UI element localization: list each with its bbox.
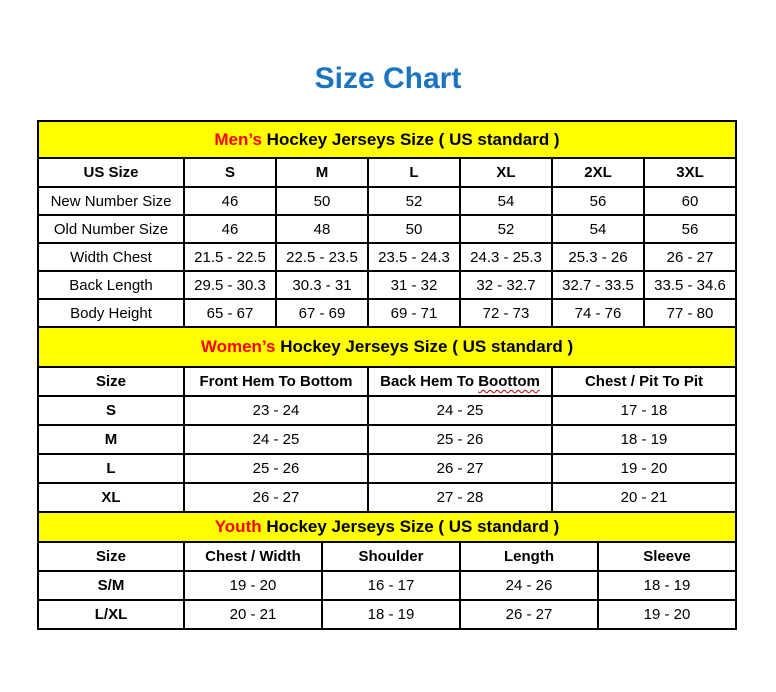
mens-size-table [37, 157, 737, 328]
cell: 26 - 27 [644, 243, 736, 271]
cell: 46 [184, 187, 276, 215]
cell: 46 [184, 215, 276, 243]
table-row [38, 187, 736, 215]
cell: 48 [276, 215, 368, 243]
column-header: M [276, 158, 368, 187]
cell: 33.5 - 34.6 [644, 271, 736, 299]
cell: 18 - 19 [552, 425, 736, 454]
youth-heading-text: Hockey Jerseys Size ( US standard ) [266, 517, 560, 536]
cell: 29.5 - 30.3 [184, 271, 276, 299]
column-header: Length [460, 542, 598, 571]
cell: 54 [552, 215, 644, 243]
cell: 77 - 80 [644, 299, 736, 327]
size-chart [37, 120, 737, 630]
table-row [38, 243, 736, 271]
cell: 24 - 26 [460, 571, 598, 600]
youth-size-table [37, 541, 737, 630]
table-row [38, 396, 736, 425]
table-row [38, 425, 736, 454]
page-title: Size Chart [314, 62, 462, 95]
cell: 50 [368, 215, 460, 243]
cell: 21.5 - 22.5 [184, 243, 276, 271]
column-header: Chest / Pit To Pit [552, 367, 736, 396]
cell: 23 - 24 [184, 396, 368, 425]
row-label: S/M [38, 571, 184, 600]
cell: 26 - 27 [460, 600, 598, 629]
womens-section-heading [37, 328, 737, 366]
cell: 20 - 21 [184, 600, 322, 629]
cell: 72 - 73 [460, 299, 552, 327]
cell: 69 - 71 [368, 299, 460, 327]
table-row [38, 600, 736, 629]
cell: 54 [460, 187, 552, 215]
row-label: Back Length [38, 271, 184, 299]
cell: 20 - 21 [552, 483, 736, 512]
cell: 56 [552, 187, 644, 215]
youth-header-row [38, 542, 736, 571]
cell: 19 - 20 [598, 600, 736, 629]
column-header: L [368, 158, 460, 187]
cell: 31 - 32 [368, 271, 460, 299]
column-header: 2XL [552, 158, 644, 187]
column-header: Front Hem To Bottom [184, 367, 368, 396]
table-row [38, 571, 736, 600]
table-row [38, 215, 736, 243]
cell: 17 - 18 [552, 396, 736, 425]
cell: 67 - 69 [276, 299, 368, 327]
youth-heading-prefix: Youth [214, 517, 262, 536]
womens-heading-text: Hockey Jerseys Size ( US standard ) [280, 337, 574, 356]
mens-heading-prefix: Men’s [214, 129, 262, 149]
cell: 26 - 27 [368, 454, 552, 483]
column-header: Size [38, 367, 184, 396]
cell: 32 - 32.7 [460, 271, 552, 299]
table-row [38, 299, 736, 327]
cell: 23.5 - 24.3 [368, 243, 460, 271]
row-label: L/XL [38, 600, 184, 629]
column-header: S [184, 158, 276, 187]
column-header: Sleeve [598, 542, 736, 571]
column-header: XL [460, 158, 552, 187]
cell: 16 - 17 [322, 571, 460, 600]
mens-heading-text: Hockey Jerseys Size ( US standard ) [266, 129, 560, 149]
cell: 24 - 25 [368, 396, 552, 425]
table-row [38, 271, 736, 299]
womens-size-table [37, 366, 737, 513]
row-label: M [38, 425, 184, 454]
cell: 30.3 - 31 [276, 271, 368, 299]
row-label: Old Number Size [38, 215, 184, 243]
table-row [38, 454, 736, 483]
row-label: S [38, 396, 184, 425]
cell: 32.7 - 33.5 [552, 271, 644, 299]
row-label: XL [38, 483, 184, 512]
womens-heading-prefix: Women’s [200, 337, 276, 356]
column-header-misspelled: Back Hem To Boottom [368, 367, 552, 396]
mens-section-heading [37, 120, 737, 157]
cell: 74 - 76 [552, 299, 644, 327]
row-label: New Number Size [38, 187, 184, 215]
row-label: L [38, 454, 184, 483]
table-row [38, 483, 736, 512]
misspelled-word: Boottom [478, 373, 540, 390]
cell: 52 [460, 215, 552, 243]
cell: 65 - 67 [184, 299, 276, 327]
cell: 27 - 28 [368, 483, 552, 512]
column-header: US Size [38, 158, 184, 187]
cell: 19 - 20 [552, 454, 736, 483]
cell: 52 [368, 187, 460, 215]
cell: 19 - 20 [184, 571, 322, 600]
cell: 60 [644, 187, 736, 215]
column-header: 3XL [644, 158, 736, 187]
womens-header-row [38, 367, 736, 396]
cell: 18 - 19 [322, 600, 460, 629]
cell: 24 - 25 [184, 425, 368, 454]
column-header: Size [38, 542, 184, 571]
cell: 56 [644, 215, 736, 243]
cell: 50 [276, 187, 368, 215]
row-label: Width Chest [38, 243, 184, 271]
cell: 22.5 - 23.5 [276, 243, 368, 271]
cell: 18 - 19 [598, 571, 736, 600]
youth-section-heading [37, 513, 737, 541]
row-label: Body Height [38, 299, 184, 327]
mens-header-row [38, 158, 736, 187]
cell: 24.3 - 25.3 [460, 243, 552, 271]
cell: 25 - 26 [184, 454, 368, 483]
column-header: Shoulder [322, 542, 460, 571]
column-header: Chest / Width [184, 542, 322, 571]
cell: 26 - 27 [184, 483, 368, 512]
cell: 25.3 - 26 [552, 243, 644, 271]
cell: 25 - 26 [368, 425, 552, 454]
